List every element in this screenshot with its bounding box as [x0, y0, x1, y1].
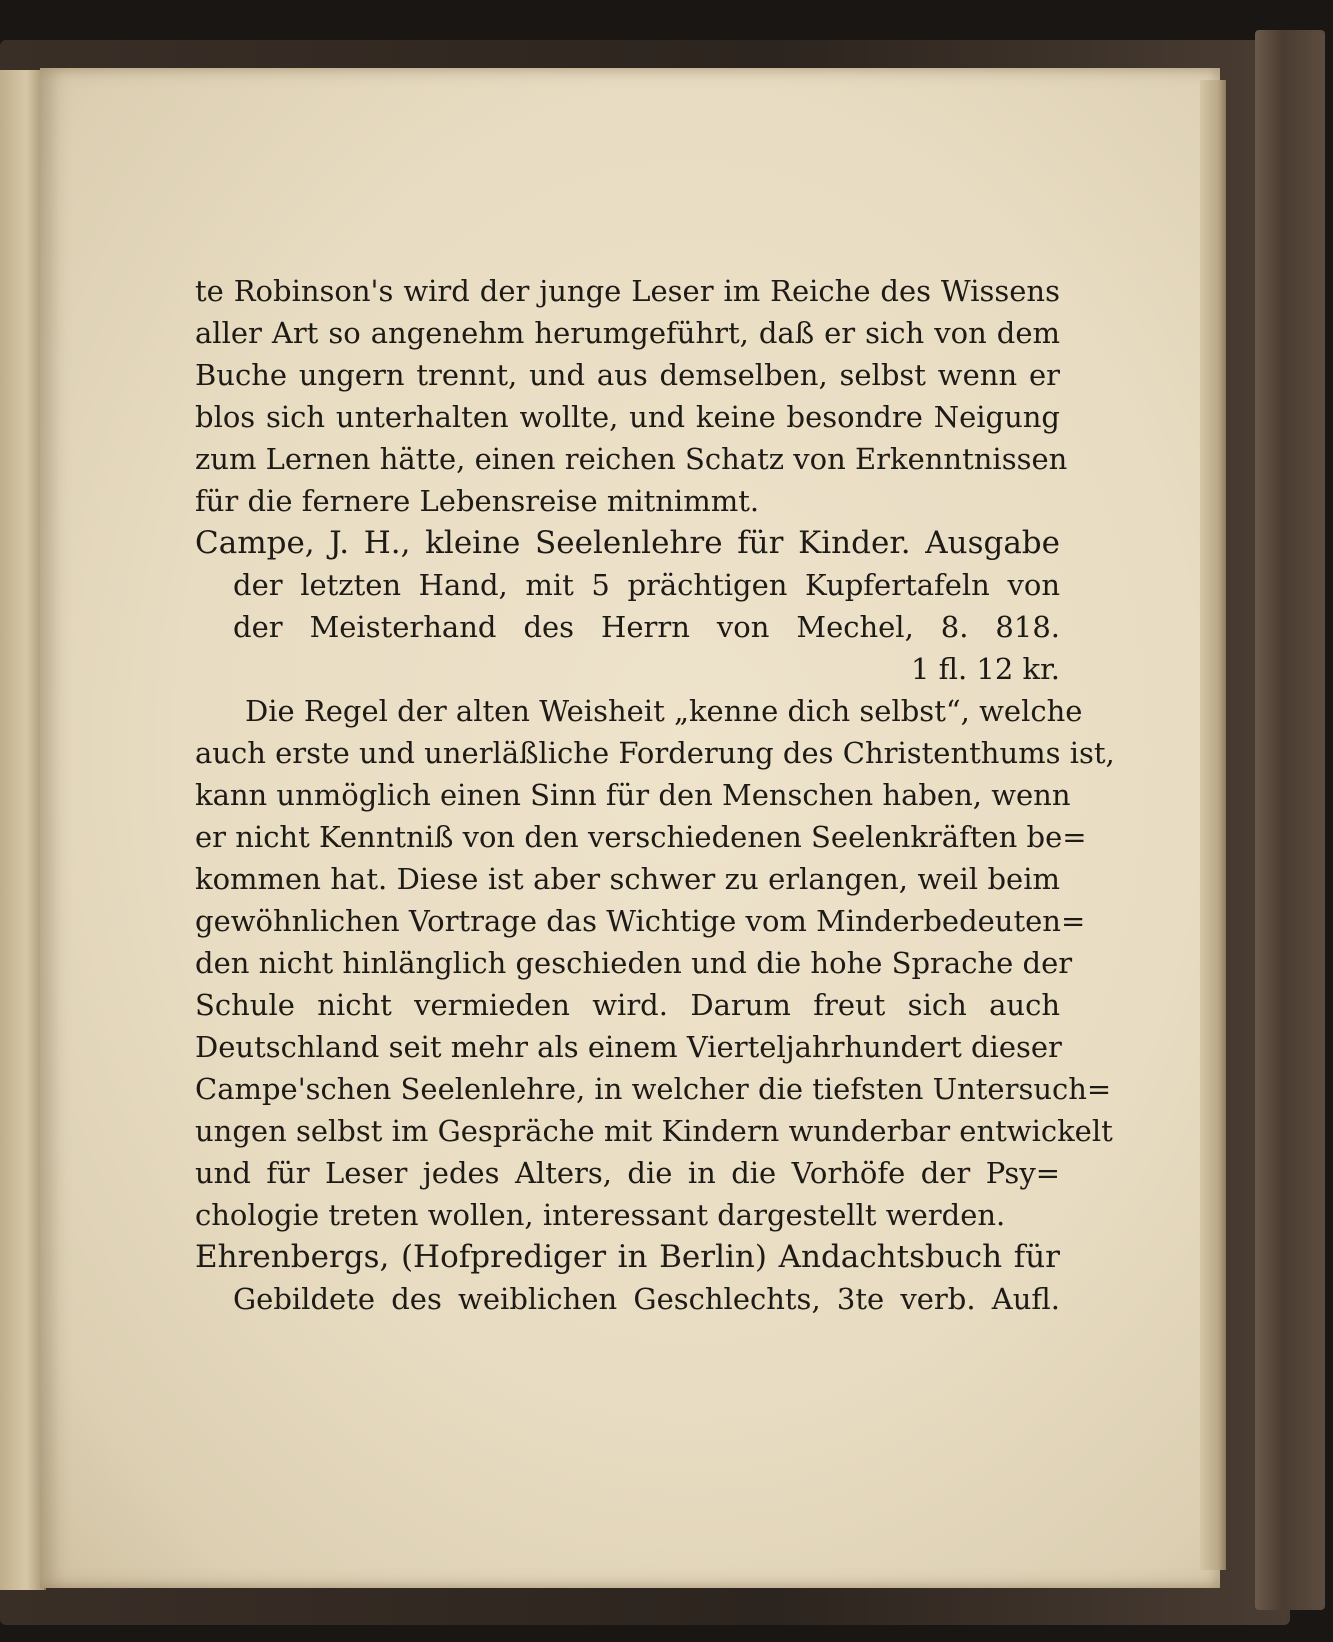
entry-detail-line: der Meisterhand des Herrn von Mechel, 8. 818. [233, 610, 1060, 644]
text-line: kann unmöglich einen Sinn für den Menschen haben, wenn [195, 778, 1071, 812]
text-line: zum Lernen hätte, einen reichen Schatz von Erkenntnissen [195, 442, 1068, 476]
entry-detail-line: Gebildete des weiblichen Geschlechts, 3te verb. Aufl. [233, 1282, 1060, 1316]
entry-heading-ehrenberg: Ehrenbergs, (Hofprediger in Berlin) Andachtsbuch für [195, 1239, 1060, 1275]
text-line: chologie treten wollen, interessant dargestellt werden. [195, 1198, 1006, 1232]
text-line: den nicht hinlänglich geschieden und die hohe Sprache der [195, 946, 1073, 980]
entry-detail-line: der letzten Hand, mit 5 prächtigen Kupfertafeln von [233, 568, 1060, 602]
text-line: blos sich unterhalten wollte, und keine besondre Neigung [195, 400, 1060, 434]
text-line: auch erste und unerläßliche Forderung des Christenthums ist, [195, 736, 1115, 770]
text-line: und für Leser jedes Alters, die in die Vorhöfe der Psy= [195, 1156, 1060, 1190]
text-line: aller Art so angenehm herumgeführt, daß er sich von dem [195, 316, 1060, 350]
book-spine-edge [1255, 30, 1325, 1610]
page-stack-edge [1200, 80, 1226, 1570]
text-line: gewöhnlichen Vortrage das Wichtige vom Minderbedeuten= [195, 904, 1086, 938]
page-text [195, 270, 1115, 1320]
text-line: kommen hat. Diese ist aber schwer zu erlangen, weil beim [195, 862, 1060, 896]
entry-price: 1 fl. 12 kr. [910, 652, 1060, 686]
text-line: Schule nicht vermieden wird. Darum freut sich auch [195, 988, 1060, 1022]
text-line: ungen selbst im Gespräche mit Kindern wunderbar entwickelt [195, 1114, 1113, 1148]
text-line: Deutschland seit mehr als einem Vierteljahrhundert dieser [195, 1030, 1062, 1064]
text-line: für die fernere Lebensreise mitnimmt. [195, 484, 760, 518]
text-line: Die Regel der alten Weisheit „kenne dich selbst“, welche [245, 694, 1083, 728]
text-line: te Robinson's wird der junge Leser im Reiche des Wissens [195, 274, 1060, 308]
entry-heading-campe: Campe, J. H., kleine Seelenlehre für Kinder. Ausgabe [195, 525, 1060, 561]
text-line: Campe'schen Seelenlehre, in welcher die tiefsten Untersuch= [195, 1072, 1112, 1106]
text-line: Buche ungern trennt, und aus demselben, selbst wenn er [195, 358, 1060, 392]
text-line: er nicht Kenntniß von den verschiedenen Seelenkräften be= [195, 820, 1087, 854]
